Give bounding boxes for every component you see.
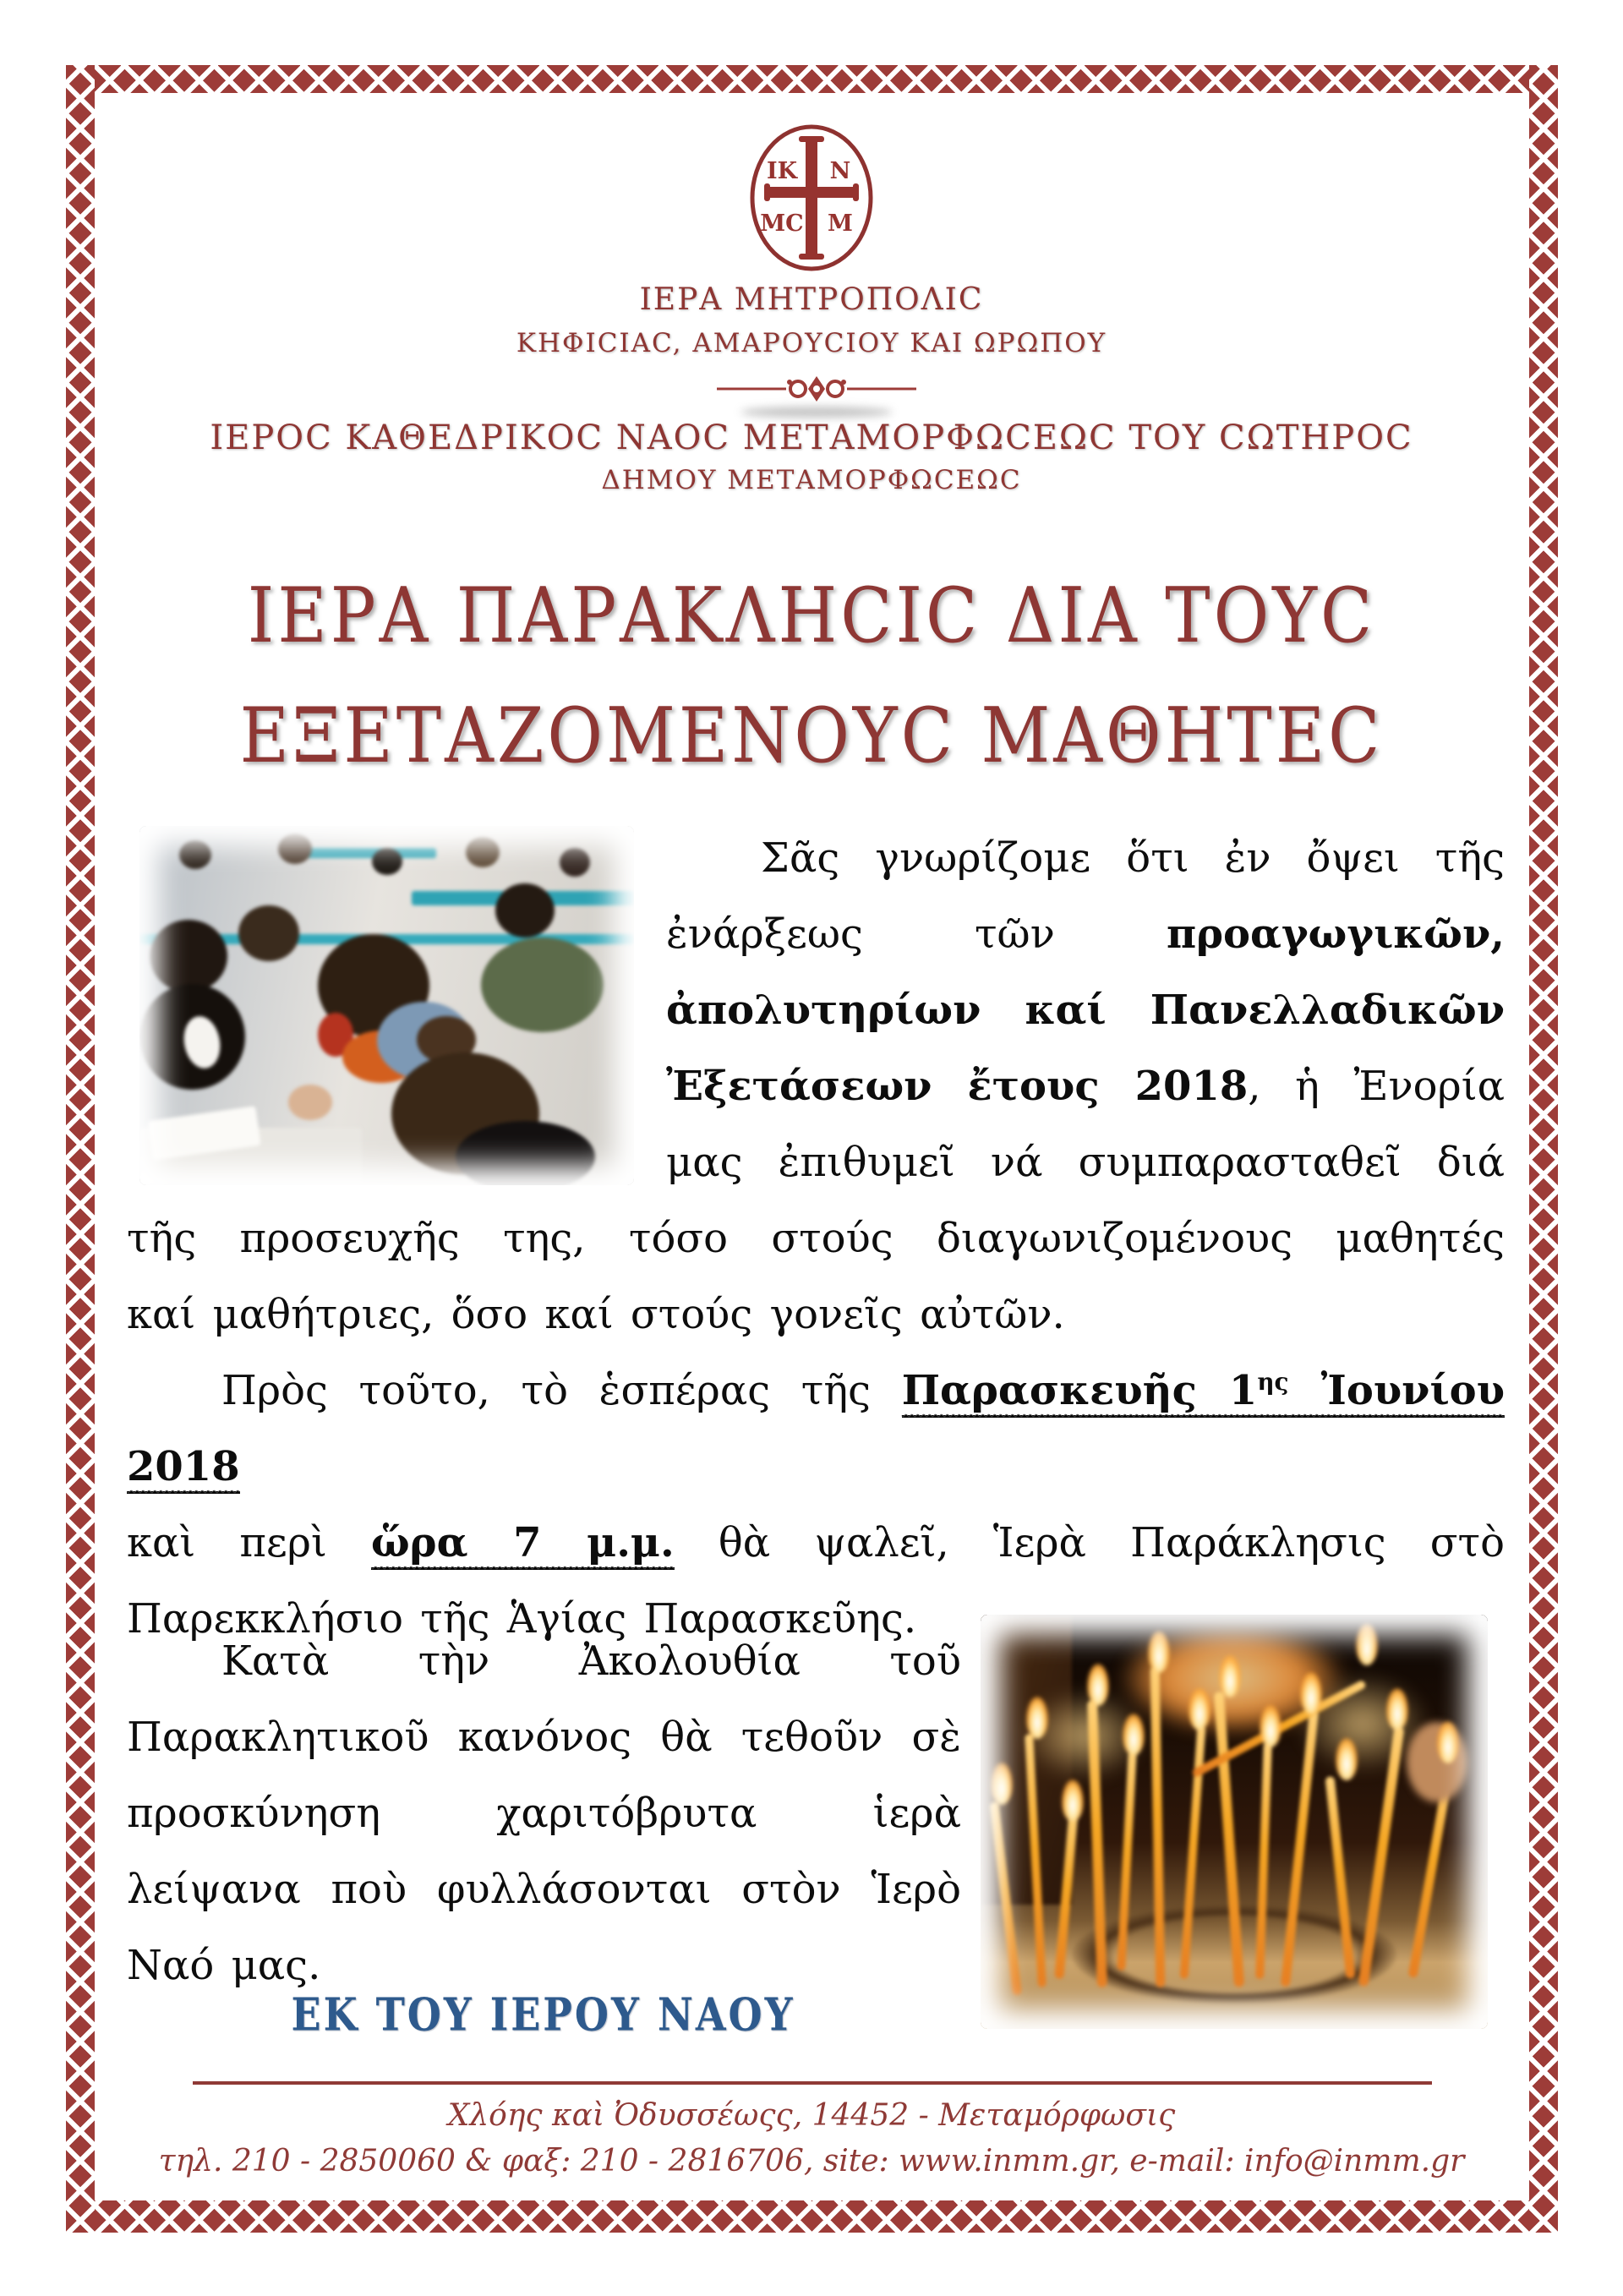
metropolis-logo	[738, 123, 885, 273]
students-photo-scene	[139, 826, 634, 1185]
p3-line1: Κατὰ τὴν Ἀκολουθία τοῦ	[221, 1637, 961, 1685]
candles-photo-scene	[981, 1615, 1488, 2029]
signature-from-the-holy-church: ΕΚ ΤΟΥ ΙΕΡΟΥ ΝΑΟΥ	[291, 1988, 795, 2042]
header-region: ΚΗΦΙCΙΑC, ΑΜΑΡΟΥCΙΟΥ ΚΑΙ ΩΡΩΠΟΥ	[516, 328, 1107, 358]
p1-line3: ἀπολυτηρίων καί Πανελλαδικῶν	[666, 987, 1505, 1034]
candles-photo	[981, 1615, 1488, 2029]
border-right-lattice	[1529, 65, 1558, 2233]
monogram-top-right: N	[829, 158, 851, 184]
footer-address: Χλόης καὶ Ὀδυσσέωςς, 14452 - Μεταμόρφωσις	[447, 2098, 1176, 2133]
p2-line1: Πρὸς τοῦτο, τὸ ἑσπέρας τῆς Παρασκευῆς $1^{\eta\varsigma}$ Ἰουνίου 2018	[127, 1353, 1505, 1505]
header-municipality: ΔΗΜΟΥ ΜΕΤΑΜΟΡΦΩCΕΩC	[601, 465, 1022, 495]
students-exam-photo	[139, 826, 634, 1185]
p3-line5: Ναό μας.	[127, 1942, 321, 1989]
divider-shadow	[740, 407, 893, 418]
footer-rule	[193, 2081, 1432, 2085]
border-top-lattice	[66, 65, 1558, 93]
p1-line1: Σᾶς γνωρίζομε ὅτι ἐν ὄψει τῆς	[761, 834, 1505, 882]
monogram-top-left: IK	[766, 158, 798, 184]
page-title-line2: ΕΞΕΤΑΖΟΜΕΝΟΥC ΜΑΘΗΤΕC	[239, 692, 1384, 780]
p3-line3: προσκύνηση χαριτόβρυτα ἱερὰ	[127, 1790, 961, 1837]
p1-line4: Ἐξετάσεων ἔτους 2018, ἡ Ἐνορία	[666, 1063, 1505, 1110]
header-cathedral: ΙΕΡΟC ΚΑΘΕΔΡΙΚΟC ΝΑΟC ΜΕΤΑΜΟΡΦΩCΕΩC ΤΟΥ CΩΤΗΡΟC	[210, 418, 1413, 457]
event-date: Παρασκευῆς $1^{\eta\varsigma}$ Ἰουνίου 2018	[127, 1367, 1505, 1494]
header-metropolis: ΙΕΡΑ ΜΗΤΡΟΠΟΛΙC	[639, 282, 984, 317]
p1-line5: μας ἐπιθυμεῖ νά συμπαρασταθεῖ διά	[666, 1139, 1505, 1186]
monogram-bottom-left: MC	[760, 210, 804, 237]
paragraph-3	[127, 1623, 1488, 2029]
p2-line3: Παρεκκλήσιο τῆς Ἁγίας Παρασκεῦης.	[127, 1595, 917, 1643]
event-time: ὥρα 7 μ.μ.	[371, 1519, 675, 1570]
paragraph-2	[127, 1353, 1505, 1657]
page-title-line1: ΙΕΡΑ ΠΑΡΑΚΛΗCΙC ΔΙΑ ΤΟΥC	[247, 571, 1376, 660]
p1-line6: τῆς προσευχῆς της, τόσο στούς διαγωνιζομένους μαθητές	[127, 1215, 1505, 1262]
border-left-lattice	[66, 65, 95, 2233]
p3-line2: Παρακλητικοῦ κανόνος θὰ τεθοῦν σὲ	[127, 1714, 961, 1761]
footer-contact: τηλ. 210 - 2850060 & φαξ: 210 - 2816706, site: www.inmm.gr, e-mail: info@inmm.gr	[158, 2144, 1465, 2178]
p1-line2: ἐνάρξεως τῶν προαγωγικῶν,	[666, 910, 1505, 958]
border-bottom-lattice	[66, 2200, 1558, 2233]
scroll-divider-ornament	[715, 374, 918, 407]
monogram-bottom-right: M	[828, 210, 853, 237]
p2-line2: καὶ περὶ ὥρα 7 μ.μ. θὰ ψαλεῖ, Ἱερὰ Παράκλησις στὸ	[127, 1505, 1505, 1581]
paragraph-1	[127, 820, 1505, 1353]
p3-line4: λείψανα ποὺ φυλλάσονται στὸν Ἱερὸ	[127, 1866, 961, 1913]
p1-line7: καί μαθήτριες, ὅσο καί στούς γονεῖς αὐτῶν.	[127, 1291, 1065, 1338]
